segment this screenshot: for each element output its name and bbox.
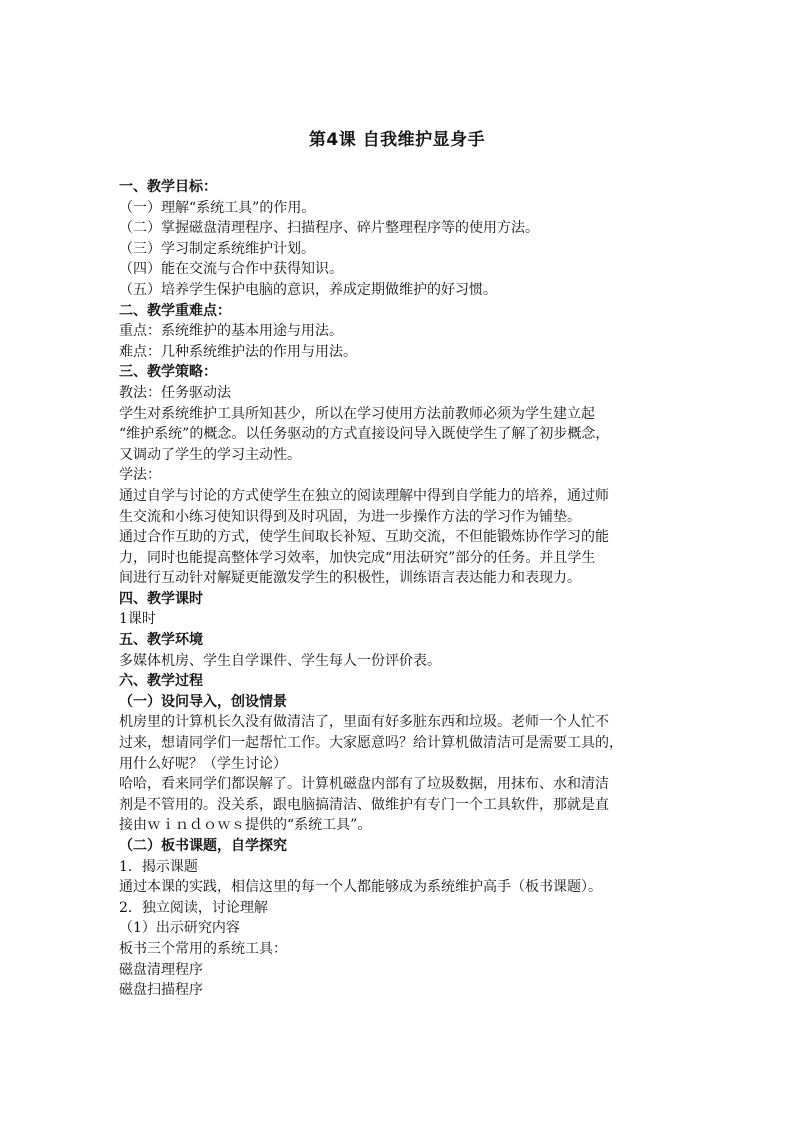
key-point-item: 难点：几种系统维护法的作用与用法。	[119, 343, 357, 360]
paragraph-line: （1）出示研究内容	[119, 920, 240, 937]
paragraph-line: 过来，想请同学们一起帮忙工作。大家愿意吗？给计算机做清洁可是需要工具的，	[119, 735, 623, 752]
paragraph-line: 1．揭示课题	[119, 858, 198, 875]
paragraph-line: 生交流和小练习使知识得到及时巩固，为进一步操作方法的学习作为铺垫。	[119, 508, 581, 525]
subheading-introduction: （一）设问导入，创设情景	[119, 693, 287, 710]
paragraph-line: 用什么好呢？（学生讨论）	[119, 755, 287, 772]
objective-item: （三）学习制定系统维护计划。	[119, 240, 315, 257]
paragraph-line: 磁盘清理程序	[119, 961, 203, 978]
objective-item: （五）培养学生保护电脑的意识，养成定期做维护的好习惯。	[119, 281, 497, 298]
paragraph-line: 通过合作互助的方式，使学生间取长补短、互助交流，不但能锻炼协作学习的能	[119, 529, 609, 546]
subheading-self-study: （二）板书课题，自学探究	[119, 838, 287, 854]
paragraph-line: 板书三个常用的系统工具：	[119, 940, 287, 957]
periods-text: 1课时	[119, 611, 156, 628]
objective-item: （四）能在交流与合作中获得知识。	[119, 261, 343, 278]
paragraph-line: 通过自学与讨论的方式使学生在独立的阅读理解中得到自学能力的培养，通过师	[119, 487, 609, 504]
paragraph-line: 哈哈，看来同学们都误解了。计算机磁盘内部有了垃圾数据，用抹布、水和清洁	[119, 776, 609, 793]
paragraph-line: 接由ｗｉｎｄｏｗｓ提供的“系统工具”。	[119, 817, 372, 834]
paragraph-line: “维护系统”的概念。以任务驱动的方式直接设问导入既使学生了解了初步概念，	[119, 426, 610, 443]
paragraph-line: 2．独立阅读，讨论理解	[119, 899, 268, 916]
teaching-method-label: 教法：任务驱动法	[119, 384, 231, 401]
objective-item: （一）理解“系统工具”的作用。	[119, 199, 316, 216]
objective-item: （二）掌握磁盘清理程序、扫描程序、碎片整理程序等的使用方法。	[119, 220, 539, 237]
paragraph-line: 剂是不管用的。没关系，跟电脑搞清洁、做维护有专门一个工具软件，那就是直	[119, 796, 609, 813]
environment-text: 多媒体机房、学生自学课件、学生每人一份评价表。	[119, 652, 441, 669]
section-heading-process: 六、教学过程	[119, 673, 203, 690]
section-heading-objectives: 一、教学目标：	[119, 179, 217, 195]
learning-method-label: 学法：	[119, 467, 161, 484]
section-heading-environment: 五、教学环境	[119, 632, 203, 649]
paragraph-line: 又调动了学生的学习主动性。	[119, 446, 301, 463]
page-title: 第4课 自我维护显身手	[308, 130, 486, 150]
paragraph-line: 力，同时也能提高整体学习效率，加快完成“用法研究”部分的任务。并且学生	[119, 549, 596, 566]
paragraph-line: 通过本课的实践，相信这里的每一个人都能够成为系统维护高手（板书课题）。	[119, 879, 602, 896]
paragraph-line: 机房里的计算机长久没有做清洁了，里面有好多脏东西和垃圾。老师一个人忙不	[119, 714, 609, 731]
key-point-item: 重点：系统维护的基本用途与用法。	[119, 323, 343, 340]
paragraph-line: 磁盘扫描程序	[119, 982, 203, 999]
paragraph-line: 间进行互动针对解疑更能激发学生的积极性，训练语言表达能力和表现力。	[119, 570, 581, 587]
document-body	[119, 177, 679, 1001]
paragraph-line: 学生对系统维护工具所知甚少，所以在学习使用方法前教师必须为学生建立起	[119, 405, 595, 422]
section-heading-key-points: 二、教学重难点：	[119, 302, 231, 319]
section-heading-periods: 四、教学课时	[119, 590, 203, 607]
section-heading-strategy: 三、教学策略：	[119, 364, 217, 381]
